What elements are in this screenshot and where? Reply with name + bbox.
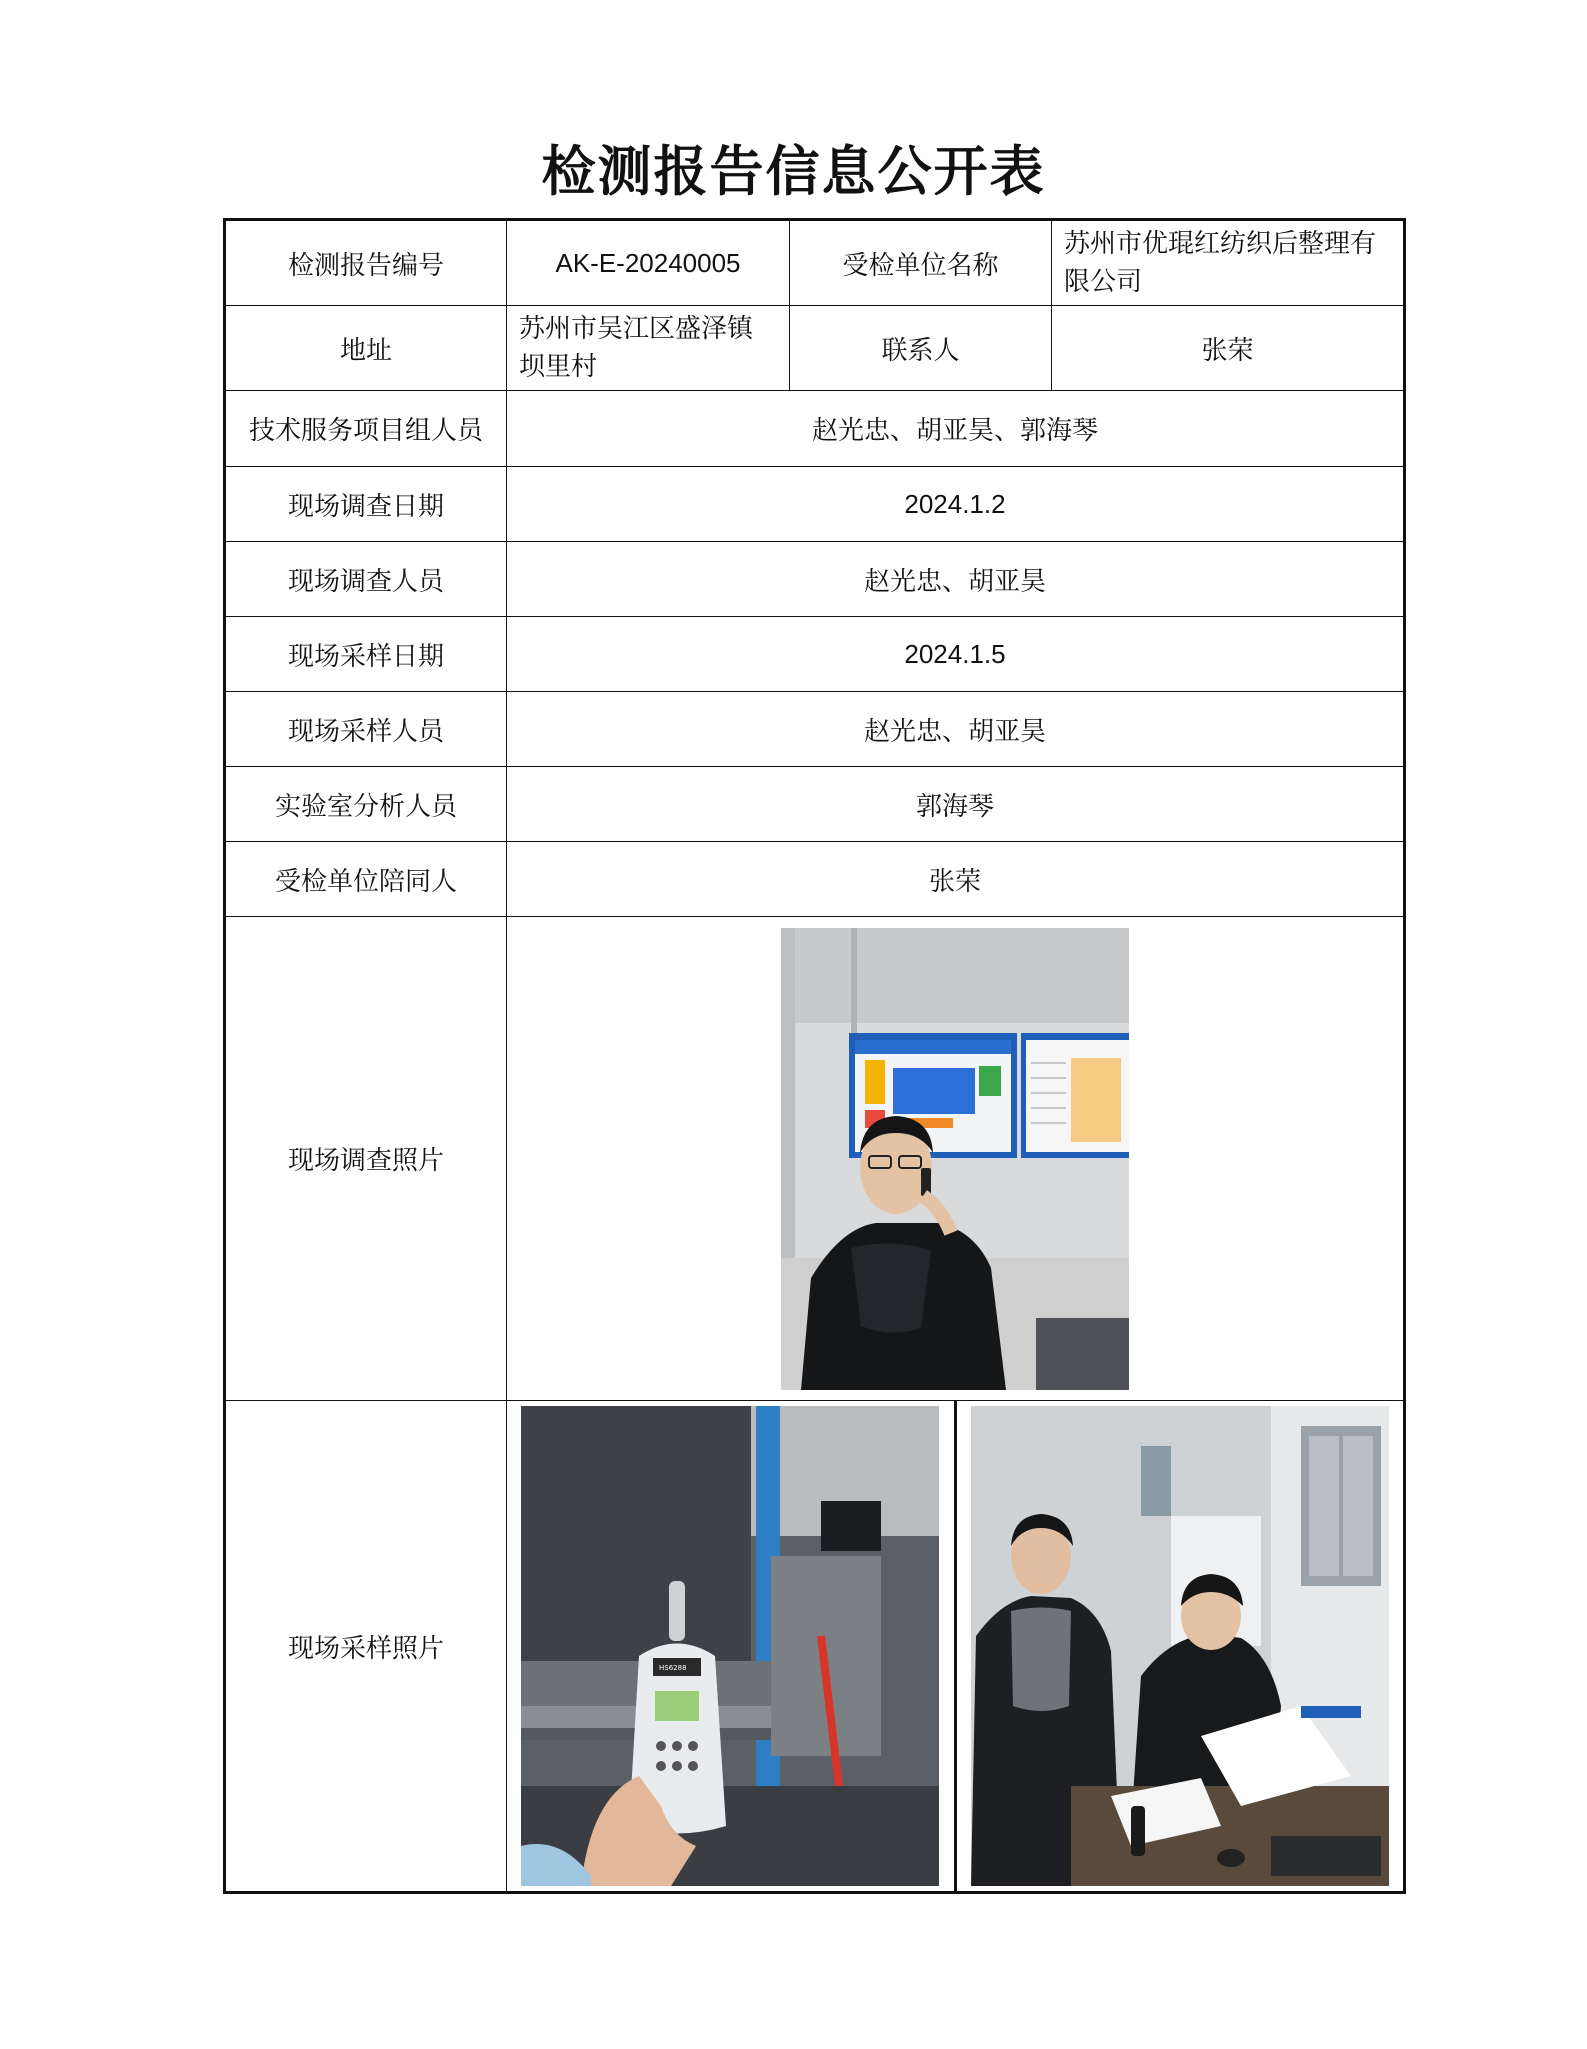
survey-staff-label: 现场调查人员 [225, 542, 507, 617]
table-row [225, 467, 1405, 542]
survey-photo-cell [507, 917, 1405, 1401]
sampling-photo-2-image [971, 1406, 1389, 1886]
contact-label: 联系人 [790, 306, 1052, 391]
sampling-photo-2 [971, 1406, 1389, 1886]
document-title: 检测报告信息公开表 [541, 139, 1046, 203]
sampling-photo-1-wrap [507, 1401, 954, 1891]
sampling-staff-label: 现场采样人员 [225, 692, 507, 767]
survey-photo-label: 现场调查照片 [225, 917, 507, 1401]
sampling-photo-row [507, 1401, 1403, 1891]
survey-date-label: 现场调查日期 [225, 467, 507, 542]
escort-value: 张荣 [507, 842, 1405, 917]
team-value: 赵光忠、胡亚昊、郭海琴 [507, 391, 1405, 467]
address-label: 地址 [225, 306, 507, 391]
survey-photo [781, 928, 1129, 1390]
table-row [225, 767, 1405, 842]
survey-date-value: 2024.1.2 [507, 467, 1405, 542]
sampling-staff-value: 赵光忠、胡亚昊 [507, 692, 1405, 767]
survey-photo-image [781, 928, 1129, 1390]
sampling-photo-cell [507, 1401, 1405, 1893]
report-table [223, 218, 1406, 1894]
table-row [225, 220, 1405, 306]
table-row [225, 391, 1405, 467]
unit-name-label: 受检单位名称 [790, 220, 1052, 306]
survey-staff-value: 赵光忠、胡亚昊 [507, 542, 1405, 617]
lab-staff-value: 郭海琴 [507, 767, 1405, 842]
address-value: 苏州市吴江区盛泽镇坝里村 [507, 306, 790, 391]
table-row [225, 617, 1405, 692]
sampling-date-value: 2024.1.5 [507, 617, 1405, 692]
report-no-value: AK-E-20240005 [507, 220, 790, 306]
sampling-photo-2-wrap [954, 1401, 1404, 1891]
table-row [225, 306, 1405, 391]
contact-value: 张荣 [1052, 306, 1405, 391]
table-row [225, 842, 1405, 917]
sampling-photo-1-image [521, 1406, 939, 1886]
sampling-date-label: 现场采样日期 [225, 617, 507, 692]
team-label: 技术服务项目组人员 [225, 391, 507, 467]
report-no-label: 检测报告编号 [225, 220, 507, 306]
unit-name-value: 苏州市优琨红纺织后整理有限公司 [1052, 220, 1405, 306]
table-row [225, 917, 1405, 1401]
lab-staff-label: 实验室分析人员 [225, 767, 507, 842]
table-row [225, 1401, 1405, 1893]
meter-model-text: HS6288 [659, 1664, 687, 1672]
table-row [225, 542, 1405, 617]
sampling-photo-label: 现场采样照片 [225, 1401, 507, 1893]
table-row [225, 692, 1405, 767]
sampling-photo-1 [521, 1406, 939, 1886]
escort-label: 受检单位陪同人 [225, 842, 507, 917]
